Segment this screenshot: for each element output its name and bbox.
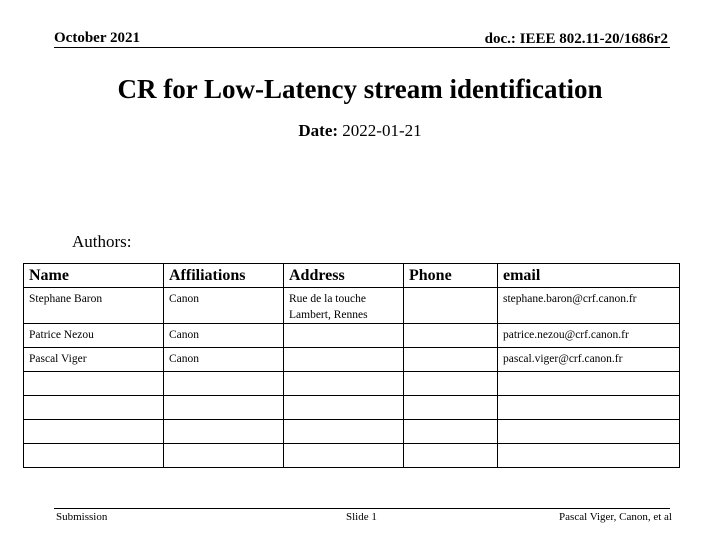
author-name: Patrice Nezou [29,329,94,341]
authors-label: Authors: [72,232,132,251]
table-header-row [24,264,680,288]
author-affiliation: Canon [169,329,200,341]
slide-title: CR for Low-Latency stream identification [117,74,603,104]
header-divider [54,47,670,48]
footer-authors: Pascal Viger, Canon, et al [559,511,672,523]
table-cell [24,420,164,444]
table-row [24,372,680,396]
author-email: stephane.baron@crf.canon.fr [503,293,637,305]
table-cell [498,444,680,468]
col-header-phone: Phone [404,264,498,288]
col-header-email: email [498,264,680,288]
table-cell [284,372,404,396]
table-cell [284,288,404,324]
author-affiliation: Canon [169,353,200,365]
author-address [289,348,398,351]
author-name: Pascal Viger [29,353,87,365]
table-cell [404,372,498,396]
table-cell [284,348,404,372]
author-address: Rue de la touche Lambert, Rennes [289,293,368,321]
col-header-name: Name [24,264,164,288]
table-row [24,420,680,444]
footer-divider [54,508,670,509]
table-cell [404,396,498,420]
date-value: 2022-01-21 [342,121,422,140]
table-cell [164,288,284,324]
table-row [24,348,680,372]
table-cell [24,288,164,324]
table-cell [164,324,284,348]
table-cell [24,348,164,372]
table-cell [498,372,680,396]
author-name: Stephane Baron [29,293,103,305]
table-row [24,324,680,348]
table-cell [164,396,284,420]
table-cell [284,396,404,420]
table-cell [404,324,498,348]
table-row [24,444,680,468]
table-cell [498,348,680,372]
table-cell [404,288,498,324]
table-cell [24,444,164,468]
author-phone [409,288,492,291]
table-row [24,396,680,420]
col-header-address: Address [284,264,404,288]
table-cell [404,444,498,468]
table-cell [164,348,284,372]
date-label: Date: [298,121,339,140]
table-cell [24,396,164,420]
table-cell [284,444,404,468]
author-email: pascal.viger@crf.canon.fr [503,353,623,365]
table-cell [498,324,680,348]
author-address [289,324,398,327]
header-doc-id: doc.: IEEE 802.11-20/1686r2 [484,31,668,47]
table-cell [498,420,680,444]
table-row [24,288,680,324]
table-cell [284,420,404,444]
table-cell [164,372,284,396]
table-cell [284,324,404,348]
date-line [0,121,720,141]
table-cell [498,396,680,420]
table-cell [498,288,680,324]
footer-submission: Submission [56,511,108,523]
footer-slide-number: Slide 1 [346,511,377,523]
table-cell [164,444,284,468]
table-cell [404,348,498,372]
author-affiliation: Canon [169,293,200,305]
header-date: October 2021 [54,30,140,46]
table-cell [24,324,164,348]
authors-table [23,263,680,468]
table-cell [404,420,498,444]
author-phone [409,324,492,327]
author-phone [409,348,492,351]
author-email: patrice.nezou@crf.canon.fr [503,329,629,341]
table-cell [164,420,284,444]
col-header-affiliations: Affiliations [164,264,284,288]
table-cell [24,372,164,396]
